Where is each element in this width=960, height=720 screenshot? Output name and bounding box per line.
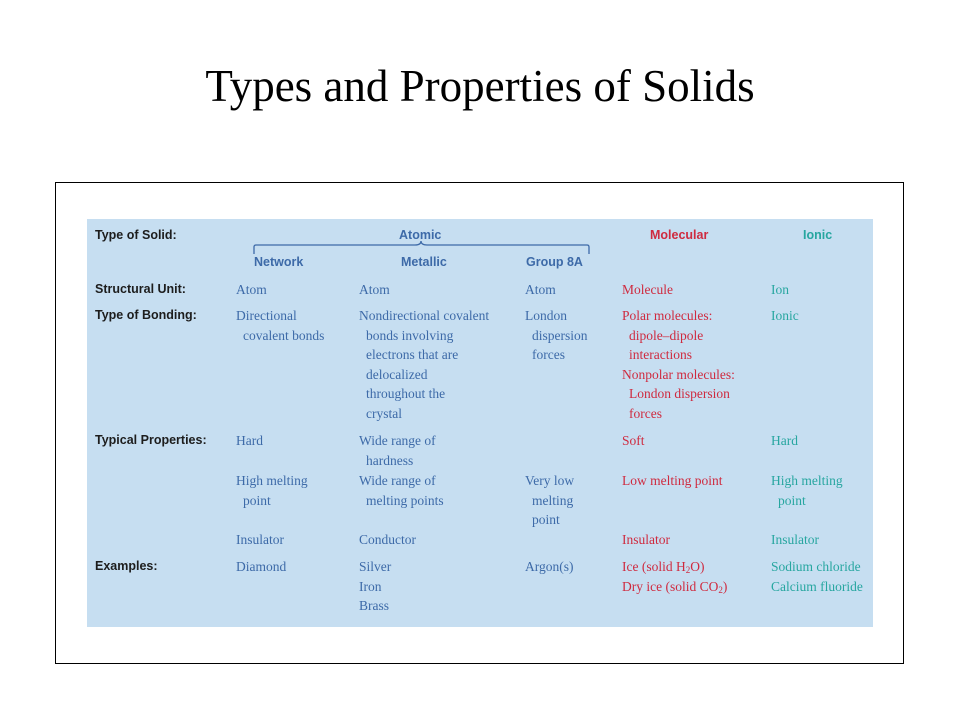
melting-ionic <box>771 471 843 510</box>
row-label-type-of-bonding: Type of Bonding: <box>95 308 197 322</box>
slide-title: Types and Properties of Solids <box>205 61 755 111</box>
solids-table <box>87 219 873 627</box>
example-metallic <box>359 557 391 616</box>
example-ionic <box>771 557 863 596</box>
example-metallic-line: Brass <box>359 598 389 614</box>
structural-unit-network: Atom <box>236 282 267 297</box>
example-ionic-line: Sodium chloride <box>771 559 861 574</box>
bonding-metallic-line: electrons that are <box>366 347 459 363</box>
structural-unit-metallic: Atom <box>359 282 390 297</box>
melting-ionic-line: point <box>778 492 806 508</box>
bonding-metallic <box>359 306 489 424</box>
conductivity-network: Insulator <box>236 532 284 547</box>
header-ionic: Ionic <box>803 228 833 242</box>
structural-unit-molecular: Molecule <box>622 282 673 297</box>
row-label-type-of-solid: Type of Solid: <box>95 228 177 242</box>
bonding-metallic-line: bonds involving <box>366 327 454 343</box>
hardness-metallic-line: hardness <box>366 452 414 468</box>
header-group8a: Group 8A <box>526 255 583 269</box>
bonding-network <box>236 306 324 345</box>
bonding-network-line: covalent bonds <box>243 327 325 343</box>
row-label-structural-unit: Structural Unit: <box>95 282 186 296</box>
melting-network-line: High melting <box>236 473 308 488</box>
melting-group8a-line: Very low <box>525 473 575 488</box>
conductivity-metallic: Conductor <box>359 532 416 547</box>
melting-group8a-line: point <box>532 512 560 528</box>
header-network: Network <box>254 255 304 269</box>
structural-unit-group8a: Atom <box>525 282 556 297</box>
example-molecular-ice: Ice (solid $H_2O$) <box>622 559 705 575</box>
bonding-group8a-line: dispersion <box>532 327 588 343</box>
melting-group8a <box>525 471 574 530</box>
bonding-molecular-line: Polar molecules: <box>622 308 713 323</box>
example-metallic-line: Silver <box>359 559 392 574</box>
hardness-metallic-line: Wide range of <box>359 433 436 448</box>
bonding-metallic-line: throughout the <box>366 386 446 402</box>
bonding-molecular-line: forces <box>629 405 662 421</box>
melting-metallic <box>359 471 444 510</box>
bonding-metallic-line: delocalized <box>366 366 428 382</box>
bonding-group8a-line: forces <box>532 347 565 363</box>
bonding-network-line: Directional <box>236 308 297 323</box>
row-label-typical-properties: Typical Properties: <box>95 433 207 447</box>
header-molecular: Molecular <box>650 228 709 242</box>
row-label-examples: Examples: <box>95 559 158 573</box>
example-group8a: Argon(s) <box>525 559 574 574</box>
structural-unit-ionic: Ion <box>771 282 789 297</box>
hardness-molecular: Soft <box>622 433 645 448</box>
hardness-ionic: Hard <box>771 433 798 448</box>
header-atomic: Atomic <box>399 228 442 242</box>
bonding-group8a <box>525 306 588 365</box>
example-network: Diamond <box>236 559 287 574</box>
hardness-metallic <box>359 431 436 470</box>
bonding-metallic-line: crystal <box>366 405 402 421</box>
bonding-molecular-line: Nonpolar molecules: <box>622 366 735 382</box>
bonding-metallic-line: Nondirectional covalent <box>359 308 490 323</box>
conductivity-molecular: Insulator <box>622 532 670 547</box>
melting-group8a-line: melting <box>532 492 574 508</box>
melting-ionic-line: High melting <box>771 473 843 488</box>
example-molecular-dry-ice: Dry ice (solid $CO_2$) <box>622 578 728 595</box>
melting-metallic-line: melting points <box>366 492 444 508</box>
bonding-ionic: Ionic <box>771 308 799 323</box>
bonding-group8a-line: London <box>525 308 567 323</box>
header-metallic: Metallic <box>401 255 447 269</box>
bonding-molecular-line: dipole–dipole <box>629 327 704 343</box>
melting-network-line: point <box>243 492 271 508</box>
example-ionic-line: Calcium fluoride <box>771 578 863 594</box>
bonding-molecular-line: interactions <box>629 347 692 363</box>
hardness-network: Hard <box>236 433 263 448</box>
melting-molecular: Low melting point <box>622 473 723 488</box>
bonding-molecular <box>622 306 735 424</box>
melting-metallic-line: Wide range of <box>359 473 436 488</box>
example-metallic-line: Iron <box>359 578 382 594</box>
conductivity-ionic: Insulator <box>771 532 819 547</box>
bonding-molecular-line: London dispersion <box>629 386 730 402</box>
melting-network <box>236 471 308 510</box>
example-molecular <box>622 557 727 596</box>
